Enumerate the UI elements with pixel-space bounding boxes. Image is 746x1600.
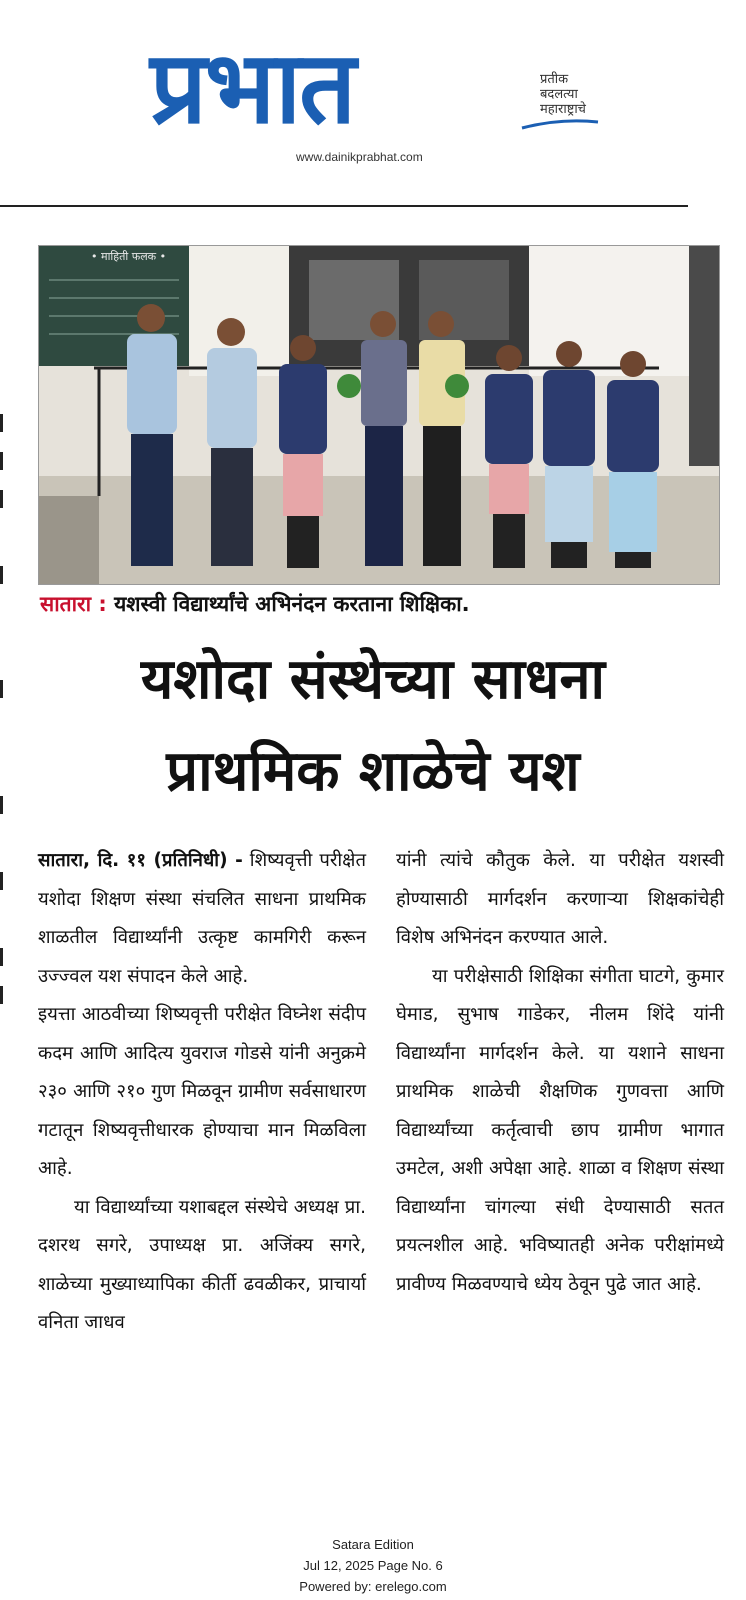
notice-board-title: • माहिती फलक • (91, 250, 167, 263)
article-column-left (38, 842, 366, 1343)
masthead-divider (0, 205, 688, 207)
footer-date-page: Jul 12, 2025 Page No. 6 (303, 1558, 443, 1573)
group-photo-illustration (39, 246, 719, 584)
article-paragraph: या परीक्षेसाठी शिक्षिका संगीता घाटगे, कुमार घेमाड, सुभाष गाडेकर, नीलम शिंदे यांनी विद्यार्थ्यांना मार्गदर्शन केले. या यशाने साधना प्राथमिक शाळेची शैक्षणिक गुणवत्ता आणि विद्यार्थ्यांच्या कर्तृत्वाची छाप ग्रामीण भागात उमटेल, अशी अपेक्षा आहे. शाळा व शिक्षण संस्था विद्यार्थ्यांना चांगल्या संधी देण्यासाठी सतत प्रयत्नशील आहे. भविष्यातही अनेक परीक्षांमध्ये प्रावीण्य मिळवण्याचे ध्येय ठेवून पुढे जात आहे. (396, 965, 724, 1295)
article-paragraph: या विद्यार्थ्यांच्या यशाबद्दल संस्थेचे अध्यक्ष प्रा. दशरथ सगरे, उपाध्यक्ष प्रा. अजिंक्य सगरे, शाळेच्या मुख्याध्यापिका कीर्ती ढवळीकर, प्राचार्या वनिता जाधव (38, 1196, 366, 1333)
article-column-right (396, 842, 724, 1304)
footer-edition: Satara Edition (332, 1537, 414, 1552)
headline-line-1: यशोदा संस्थेच्या साधना (140, 647, 606, 712)
logo-tagline (540, 72, 586, 117)
edge-mark (0, 490, 3, 508)
article-paragraph: इयत्ता आठवीच्या शिष्यवृत्ती परीक्षेत विघ्नेश संदीप कदम आणि आदित्य युवराज गोडसे यांनी अनुक्रमे २३० आणि २१० गुण मिळवून ग्रामीण सर्वसाधारण गटातून शिष्यवृत्तीधारक होण्याचा मान मिळविला आहे. (38, 1004, 366, 1179)
edge-mark (0, 796, 3, 814)
swoosh-icon (520, 116, 600, 132)
person (207, 318, 257, 566)
masthead (0, 0, 746, 200)
edge-mark (0, 986, 3, 1004)
person (127, 304, 177, 566)
edge-mark (0, 566, 3, 584)
headline-line-2: प्राथमिक शाळेचे यश (166, 739, 580, 804)
edge-mark (0, 872, 3, 890)
caption-location: सातारा : (40, 592, 107, 616)
article-paragraph: यांनी त्यांचे कौतुक केले. या परीक्षेत यशस्वी होण्यासाठी मार्गदर्शन करणाऱ्या शिक्षकांचेही विशेष अभिनंदन करण्यात आले. (396, 850, 724, 948)
caption-text: यशस्वी विद्यार्थ्यांचे अभिनंदन करताना शिक्षिका. (114, 592, 470, 616)
edge-mark (0, 414, 3, 432)
photo-caption (40, 590, 470, 618)
footer-powered-by[interactable]: Powered by: erelego.com (299, 1579, 447, 1594)
article-dateline: सातारा, दि. ११ (प्रतिनिधी) - (38, 850, 243, 871)
tagline-line: बदलत्या (540, 87, 578, 102)
page-footer (0, 1534, 746, 1597)
edge-mark (0, 948, 3, 966)
edge-mark (0, 680, 3, 698)
newspaper-logo[interactable]: प्रभात (150, 29, 355, 146)
person (543, 341, 595, 568)
person (607, 351, 659, 568)
article-text: शिष्यवृत्ती परीक्षेत यशोदा शिक्षण संस्था संचलित साधना प्राथमिक शाळतील विद्यार्थ्यांनी उत्कृष्ट कामगिरी करून उज्ज्वल यश संपादन केले आहे. (38, 850, 366, 987)
website-link[interactable]: www.dainikprabhat.com (296, 150, 423, 164)
article-photo[interactable] (38, 245, 720, 585)
tagline-line: महाराष्ट्राचे (540, 102, 586, 117)
tagline-line: प्रतीक (540, 72, 569, 87)
article-paragraph (38, 842, 366, 996)
edge-mark (0, 452, 3, 470)
